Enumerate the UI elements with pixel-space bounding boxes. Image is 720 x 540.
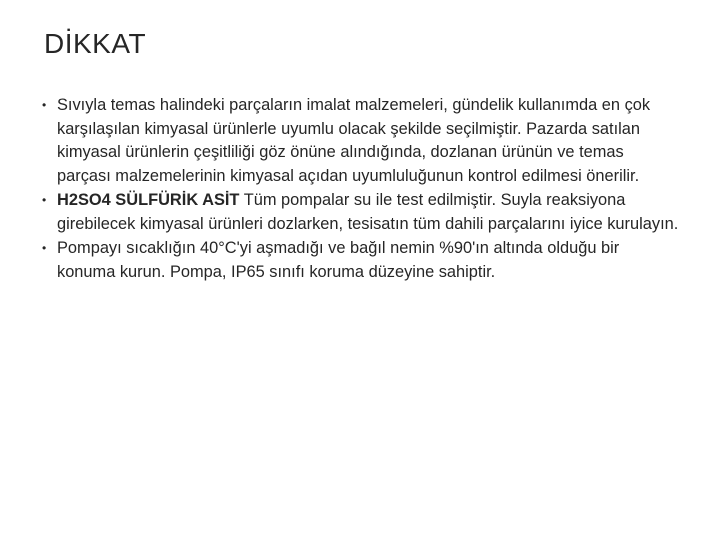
slide-title: DİKKAT [44, 28, 147, 59]
bullet-icon: • [42, 193, 47, 207]
bullet-list [42, 94, 682, 285]
bullet-icon: • [42, 98, 47, 112]
bullet-bold-heading: H2SO4 SÜLFÜRİK ASİT [57, 191, 240, 209]
bullet-item-materials [42, 94, 682, 188]
bullet-text: Sıvıyla temas halindeki parçaların imalat malzemeleri, gündelik kullanımda en çok karşılaşılan kimyasal ürünlerle uyumlu olacak şekilde seçilmiştir. Pazarda satılan kimyasal ürünlerin çeşitliliği göz önüne alındığında, dozlanan ürünün ve temas parçası malzemelerinin kimyasal açıdan uyumluluğunun kontrol edilmesi önerilir. [57, 96, 651, 185]
bullet-item-installation [42, 237, 682, 284]
bullet-text: Pompayı sıcaklığın 40°C'yi aşmadığı ve bağıl nemin %90'ın altında olduğu bir konuma kurun. Pompa, IP65 sınıfı koruma düzeyine sahiptir. [57, 239, 620, 281]
bullet-icon: • [42, 241, 47, 255]
bullet-text: Tüm pompalar su ile test edilmiştir. Suyla reaksiyona girebilecek kimyasal ürünleri dozlarken, tesisatın tüm dahili parçalarını iyice kurulayın. [57, 191, 679, 233]
bullet-item-sulfuric-acid [42, 189, 682, 236]
